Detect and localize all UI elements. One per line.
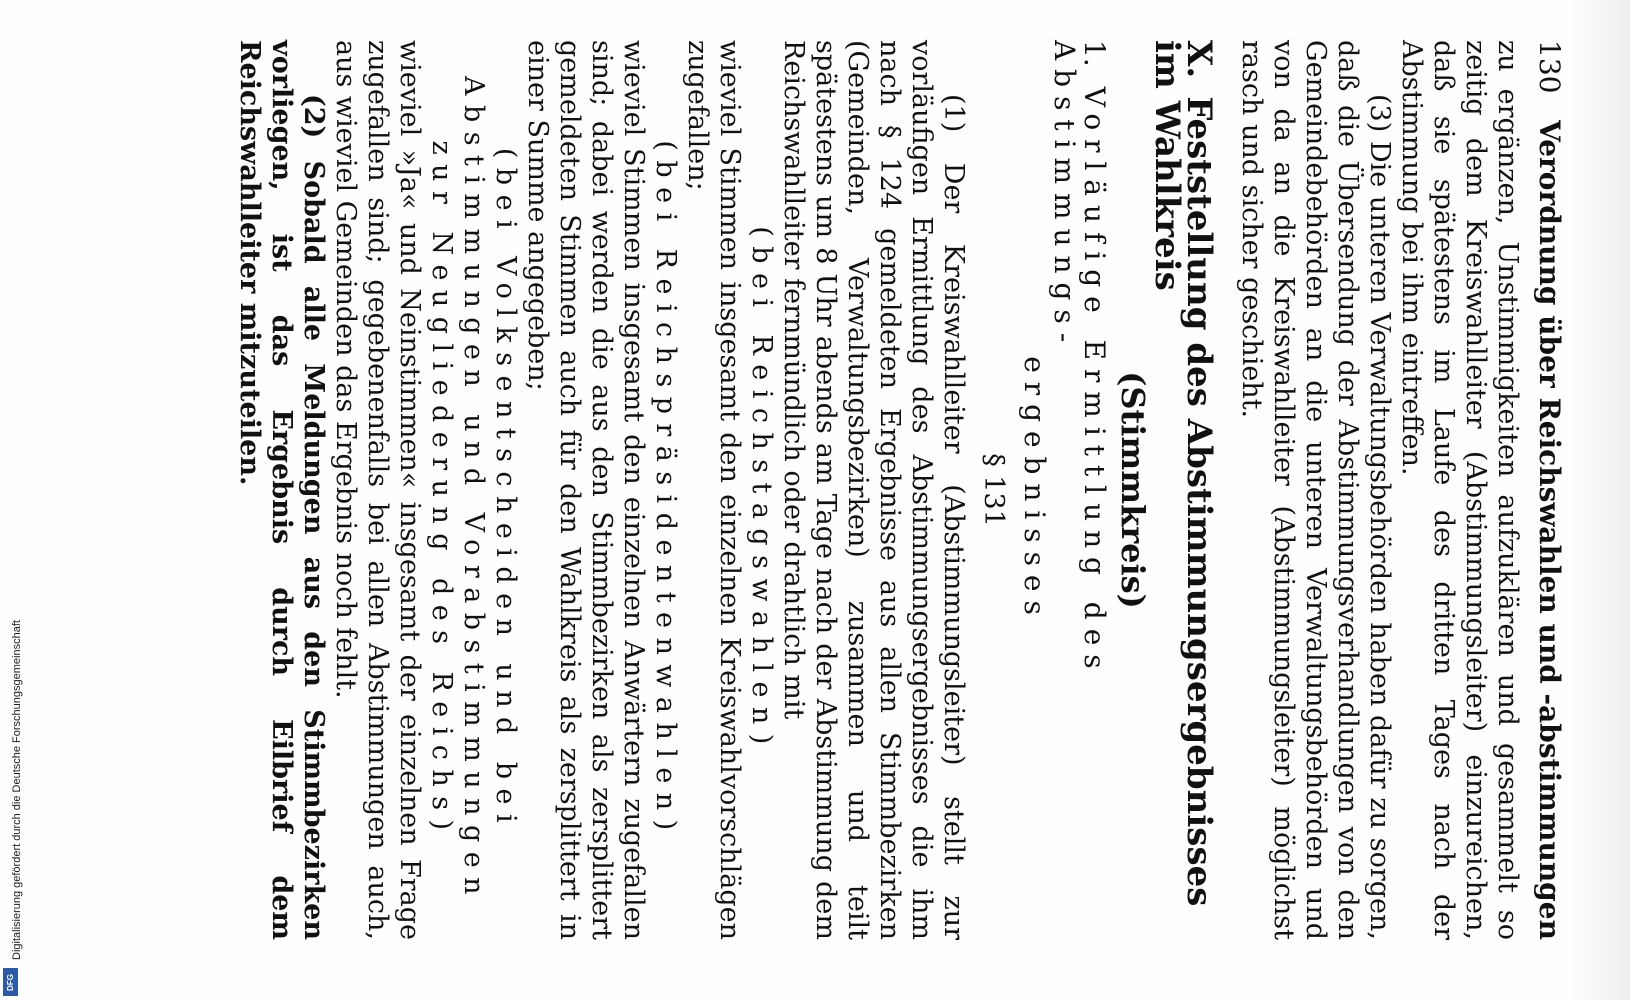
paragraph-3: (3) Die unteren Verwaltungsbehörden haben dafür zu sorgen, daß die Übersendung der Abstimmungsverhandlungen von den Gemeindebehörden an die unteren Verwaltungsbehörden und von da an die Kreiswahlleiter (Abstimmungsleiter) möglichst rasch und sicher geschieht. bbox=[1236, 40, 1395, 940]
rotated-text-block bbox=[233, 40, 1565, 940]
label-praesident: (bei Reichspräsidentenwahlen) bbox=[650, 140, 681, 840]
section-heading bbox=[1147, 40, 1219, 940]
subsection-title: Vorläufige Ermittlung des Abstimmungs- bbox=[1048, 40, 1111, 678]
label-reichstag: (bei Reichstagswahlen) bbox=[746, 226, 777, 754]
running-title: Verordnung über Reichswahlen und -abstimmungen bbox=[1533, 120, 1566, 940]
subsection-title-cont: ergebnisses bbox=[1018, 356, 1051, 624]
section-number: X. bbox=[1179, 40, 1219, 79]
subsection-number: 1. bbox=[1078, 40, 1111, 67]
label-volksentscheid: (bei Volksentscheiden und bei Abstimmungen und Vorabstimmungen zur Neugliederung des Reichs) bbox=[426, 76, 521, 904]
scan-edge bbox=[1570, 0, 1630, 1000]
dfg-logo-text: DFG bbox=[6, 973, 16, 991]
paragraph-sign: § 131 bbox=[978, 453, 1009, 527]
funding-note: Digitalisierung gefördert durch die Deutsche Forschungsgemeinschaft bbox=[11, 620, 23, 960]
paragraph-praesident: wieviel Stimmen insgesamt den einzelnen Anwärtern zugefallen sind; dabei werden die aus den Stimmbezirken als zersplittert gemeldeten Stimmen auch für den Wahlkreis als zersplittert in einer Summe angegeben; bbox=[522, 40, 649, 940]
paragraph-volksentscheid: wieviel »Ja« und Neinstimmen« insgesamt der einzelnen Frage zugefallen sind; gegebenenfalls bei allen Abstimmungen auch, aus wieviel Gemeinden das Ergebnis noch fehlt. bbox=[330, 40, 425, 940]
section-title: Feststellung des Abstimmungsergebnisses im Wahlkreis bbox=[1147, 40, 1219, 907]
paragraph-131-2: (2) Sobald alle Meldungen aus den Stimmbezirken vorliegen, ist das Ergebnis durch Eilbrief dem Reichswahlleiter mitzuteilen. bbox=[234, 40, 329, 940]
section-subtitle: (Stimmkreis) bbox=[1114, 371, 1152, 609]
funding-strip bbox=[0, 0, 22, 1000]
dfg-logo bbox=[3, 968, 18, 996]
page-header bbox=[1533, 40, 1565, 940]
paragraph-intro: zu ergänzen, Unstimmigkeiten aufzuklären und gesammelt so zeitig dem Kreiswahlleiter (Abstimmungsleiter) einzureichen, daß sie spätestens im Laufe des dritten Tages nach der Abstimmung bei ihm eintreffen. bbox=[1396, 40, 1523, 940]
paragraph-131-1: (1) Der Kreiswahlleiter (Abstimmungsleiter) stellt zur vorläufigen Ermittlung des Abstimmungsergebnisses die ihm nach § 124 gemeldeten Ergebnisse aus allen Stimmbezirken (Gemeinden, Verwaltungsbezirken) zusammen und teilt spätestens um 8 Uhr abends am Tage nach der Abstimmung dem Reichswahlleiter fernmündlich oder drahtlich mit bbox=[778, 40, 969, 940]
subsection-heading bbox=[1049, 40, 1109, 940]
paragraph-reichstag: wieviel Stimmen insgesamt den einzelnen Kreiswahlvorschlägen zugefallen; bbox=[682, 40, 745, 940]
page-number: 130 bbox=[1533, 40, 1566, 94]
